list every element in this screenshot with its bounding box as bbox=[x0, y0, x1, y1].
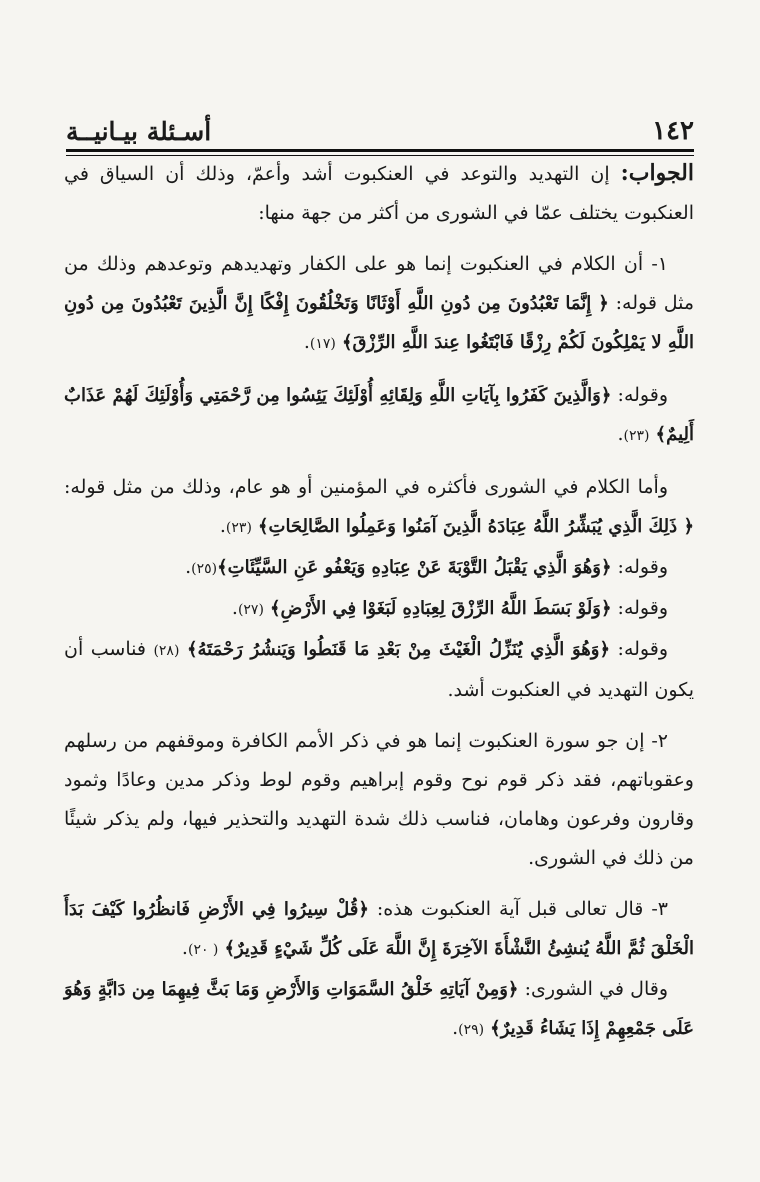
verse-ref: (٢٧) bbox=[237, 602, 264, 618]
verse-ref: ( ٢٠) bbox=[187, 942, 219, 958]
point-1-shura: وأما الكلام في الشورى فأكثره في المؤمنين أو هو عام، وذلك من مثل قوله: ﴿ ذَلِكَ الَّذِي يُبَشِّرُ اللَّهُ عِبَادَهُ الَّذِينَ آمَنُوا وَعَمِلُوا الصَّالِحَاتِ﴾ (٢٣). bbox=[64, 476, 694, 537]
point-1-shura-b: وقوله: ﴿وَهُوَ الَّذِي يَقْبَلُ التَّوْبَةَ عَنْ عِبَادِهِ وَيَعْفُو عَنِ السَّيِّئَاتِ﴾(٢٥). bbox=[185, 556, 668, 578]
point-1-shura-c: وقوله: ﴿وَلَوْ بَسَطَ اللَّهُ الرِّزْقَ لِعِبَادِهِ لَبَغَوْا فِي الأَرْضِ﴾ (٢٧). bbox=[231, 597, 668, 619]
point-3: ٣- قال تعالى قبل آية العنكبوت هذه: ﴿قُلْ سِيرُوا فِي الأَرْضِ فَانظُرُوا كَيْفَ بَدَأَ الْخَلْقَ ثُمَّ اللَّهُ يُنشِئُ النَّشْأَةَ الآخِرَةَ إِنَّ اللَّهَ عَلَى كُلِّ شَيْءٍ قَدِيرٌ﴾ ( ٢٠). bbox=[64, 898, 694, 959]
verse-ref: (٢٥) bbox=[191, 561, 218, 577]
point-1-b: وقوله: ﴿وَالَّذِينَ كَفَرُوا بِآيَاتِ اللَّهِ وَلِقَائِهِ أُوْلَئِكَ يَئِسُوا مِن رَّحْمَتِي وَأُوْلَئِكَ لَهُمْ عَذَابٌ أَلِيمٌ﴾ (٢٣). bbox=[64, 384, 694, 445]
point-1-text: ١- أن الكلام في العنكبوت إنما هو على الكفار وتهديدهم وتوعدهم وذلك من مثل قوله: bbox=[64, 253, 695, 314]
book-title: أسـئلة بيـانيــة bbox=[66, 117, 212, 146]
verse-quote: ﴿وَلَوْ بَسَطَ اللَّهُ الرِّزْقَ لِعِبَادِهِ لَبَغَوْا فِي الأَرْضِ﴾ bbox=[269, 598, 612, 619]
verse-ref: (٢٨) bbox=[153, 643, 180, 659]
verse-quote: ﴿قُلْ سِيرُوا فِي الأَرْضِ فَانظُرُوا كَيْفَ بَدَأَ الْخَلْقَ ثُمَّ اللَّهُ يُنشِئُ النَّشْأَةَ الآخِرَةَ إِنَّ اللَّهَ عَلَى كُلِّ شَيْءٍ قَدِيرٌ﴾ bbox=[64, 899, 694, 959]
verse-ref: (٢٩) bbox=[458, 1022, 485, 1038]
answer-text: إن التهديد والتوعد في العنكبوت أشد وأعمّ، وذلك أن السياق في العنكبوت يختلف عمّا في الشورى من أكثر من جهة منها: bbox=[64, 163, 694, 224]
verse-quote: ﴿ ذَلِكَ الَّذِي يُبَشِّرُ اللَّهُ عِبَادَهُ الَّذِينَ آمَنُوا وَعَمِلُوا الصَّالِحَاتِ﴾ bbox=[257, 516, 694, 537]
page-header bbox=[66, 100, 694, 144]
verse-quote: ﴿وَهُوَ الَّذِي يَقْبَلُ التَّوْبَةَ عَنْ عِبَادِهِ وَيَعْفُو عَنِ السَّيِّئَاتِ﴾ bbox=[217, 557, 612, 578]
answer-intro bbox=[64, 154, 694, 233]
point-2 bbox=[64, 722, 694, 878]
answer-label: الجواب: bbox=[620, 160, 694, 186]
verse-ref: (٢٣) bbox=[225, 520, 252, 536]
point-1: ١- أن الكلام في العنكبوت إنما هو على الكفار وتهديدهم وتوعدهم وذلك من مثل قوله: ﴿ إِنَّمَا تَعْبُدُونَ مِن دُونِ اللَّهِ أَوْثَانًا وَتَخْلُقُونَ إِفْكًا إِنَّ الَّذِينَ تَعْبُدُونَ مِن دُونِ اللَّهِ لا يَمْلِكُونَ لَكُمْ رِزْقًا فَابْتَغُوا عِندَ اللَّهِ الرِّزْقَ﴾ (١٧). bbox=[64, 253, 695, 353]
page-body bbox=[64, 154, 694, 1122]
verse-quote: ﴿وَالَّذِينَ كَفَرُوا بِآيَاتِ اللَّهِ وَلِقَائِهِ أُوْلَئِكَ يَئِسُوا مِن رَّحْمَتِي وَأُوْلَئِكَ لَهُمْ عَذَابٌ أَلِيمٌ﴾ bbox=[64, 385, 694, 445]
verse-quote: ﴿وَهُوَ الَّذِي يُنَزِّلُ الْغَيْثَ مِنْ بَعْدِ مَا قَنَطُوا وَيَنشُرُ رَحْمَتَهُ﴾ bbox=[186, 639, 611, 660]
point-3-b: وقال في الشورى: ﴿وَمِنْ آيَاتِهِ خَلْقُ السَّمَوَاتِ وَالأَرْضِ وَمَا بَثَّ فِيهِمَا مِن دَابَّةٍ وَهُوَ عَلَى جَمْعِهِمْ إِذَا يَشَاءُ قَدِيرٌ﴾ (٢٩). bbox=[64, 978, 694, 1039]
verse-ref: (١٧) bbox=[309, 336, 336, 352]
verse-ref: (٢٣) bbox=[623, 428, 650, 444]
point-2-text: ٢- إن جو سورة العنكبوت إنما هو في ذكر الأمم الكافرة وموقفهم من رسلهم وعقوباتهم، فقد ذكر قوم نوح وقوم إبراهيم وقوم لوط وذكر مدين وعادًا وثمود وقارون وفرعون وهامان، فناسب ذلك شدة التهديد والتحذير فيها، ولم يذكر شيئًا من ذلك في الشورى. bbox=[64, 730, 694, 869]
page-number: ١٤٢ bbox=[652, 116, 694, 146]
point-1-shura-d: وقوله: ﴿وَهُوَ الَّذِي يُنَزِّلُ الْغَيْثَ مِنْ بَعْدِ مَا قَنَطُوا وَيَنشُرُ رَحْمَتَهُ﴾ (٢٨) فناسب أن يكون التهديد في العنكبوت أشد. bbox=[64, 638, 694, 701]
verse-quote: ﴿وَمِنْ آيَاتِهِ خَلْقُ السَّمَوَاتِ وَالأَرْضِ وَمَا بَثَّ فِيهِمَا مِن دَابَّةٍ وَهُوَ عَلَى جَمْعِهِمْ إِذَا يَشَاءُ قَدِيرٌ﴾ bbox=[64, 979, 694, 1039]
verse-quote: ﴿ إِنَّمَا تَعْبُدُونَ مِن دُونِ اللَّهِ أَوْثَانًا وَتَخْلُقُونَ إِفْكًا إِنَّ الَّذِينَ تَعْبُدُونَ مِن دُونِ اللَّهِ لا يَمْلِكُونَ لَكُمْ رِزْقًا فَابْتَغُوا عِندَ اللَّهِ الرِّزْقَ﴾ bbox=[64, 293, 694, 353]
